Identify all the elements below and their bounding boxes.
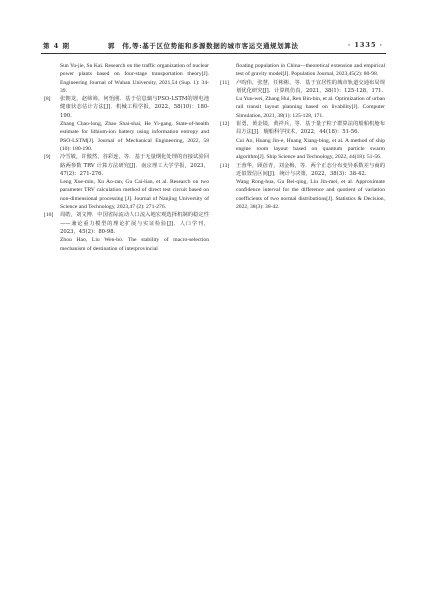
reference-chinese: 卢昀伟，张慧，任彬彬，等．基于宜居性的城市轨道交通布局规划优化研究[J]．计算机仿真，2021，38(1)：125-128，171.: [236, 79, 385, 94]
reference-entry: [220, 79, 385, 120]
reference-english: floating population in China—theoretical extension and empirical test of gravity model[J]. Population Journal, 2023,45(2): 80-98.: [236, 63, 385, 78]
references-left-column: [44, 62, 209, 253]
reference-entry: [44, 153, 209, 211]
issue-number: 第 4 期: [43, 42, 71, 50]
page-number: · 1335 ·: [347, 41, 383, 49]
reference-entry: [220, 120, 385, 161]
reference-number: [12]: [220, 121, 230, 128]
reference-chinese: 王蓉华，顾蓓青，刘金梅，等．两个正态分布变异系数差与商的近似置信区间[J]．统计与决策，2022，38(3)：38-42.: [236, 162, 385, 177]
header-divider: [41, 53, 386, 54]
reference-english: Wang Rong-hua, Gu Bei-qing, Liu Jin-mei, et al. Approximate confidence interval for the difference and quotient of variation coefficients of two normal distributions[J]. Statistics & Decision, 2022, 38(3): 38-42.: [236, 179, 385, 211]
reference-chinese: 冷雪敏，许傲然，谷彩连，等．基于无量纲化处理的直接试验回路两参数 TRV 计算方法研究[J]．南京理工大学学报，2023，47(2)：271-276.: [60, 154, 209, 177]
reference-entry: [44, 211, 209, 252]
reference-entry: [44, 95, 209, 153]
running-title: 郭 伟,等:基于区位势能和多源数据的城市客运交通规划算法: [108, 42, 299, 50]
references-right-column: [220, 62, 385, 211]
reference-number: [8]: [44, 96, 51, 103]
reference-number: [10]: [44, 212, 54, 219]
reference-english: Zhang Chao-long, Zhao Shai-shai, He Yi-gang. State-of-health estimate for lithium-ion battery using information entropy and PSO-LSTM[J]. Journal of Mechanical Engineering, 2022, 58 (10): 180-190.: [60, 121, 209, 152]
reference-chinese: 张朝龙，赵筛筛，何怡刚．基于信息熵与PSO-LSTM的锂电池健康状态估计方法[J]．机械工程学报，2022，58(10)：180-190.: [60, 96, 209, 119]
reference-english: Zhou Hao, Liu Wen-bo. The stability of macro-selection mechanism of destination of interprovincial: [60, 237, 209, 252]
reference-entry: [220, 62, 385, 79]
reference-entry: [44, 62, 209, 95]
reference-chinese: 崔勇，黄金镜，黄祥兵，等．基于量子粒子群算法的船舶机舱布局方法[J]．舰船科学技术，2022，44(18)：51-56.: [236, 121, 385, 136]
reference-english: Cui Ao, Huang Jin-e, Huang Xiang-bing, et al. A method of ship engine room layout based on quantum particle swarm algorithm[J]. Ship Science and Technology, 2022, 44(18): 51-56.: [236, 137, 385, 161]
reference-chinese: 周皓，刘文博．中国省际流动人口流入地宏观选择机制的稳定性——兼论重力模型的理论扩展与实证检验[J]．人口学刊，2023，45(2)：80-98.: [60, 212, 209, 235]
reference-number: [11]: [220, 79, 230, 86]
reference-number: [9]: [44, 154, 51, 161]
reference-entry: [220, 162, 385, 212]
reference-english: Sun Yu-jie, Su Kai. Research on the traffic organization of nuclear power plants based on four-stage transportation theory[J]. Engineering Journal of Wuhan University, 2021,54 (Sup. 1): 34-39.: [60, 63, 209, 94]
reference-english: Leng Xue-min, Xu Ao-ran, Gu Cai-lian, et al. Research on two parameter TRV calculation method of direct test circuit based on non-dimensional processing [J]. Journal of Nanjing University of Science and Technology, 2023,47 (2): 271-276.: [60, 179, 209, 211]
running-header: [0, 0, 427, 60]
reference-number: [13]: [220, 162, 230, 169]
reference-english: Lu Yun-wei, Zhang Hui, Ren Bin-bin, et al. Optimization of urban rail transit layout planning based on livability[J]. Computer Simulation, 2021, 38(1): 125-128, 171.: [236, 96, 385, 119]
